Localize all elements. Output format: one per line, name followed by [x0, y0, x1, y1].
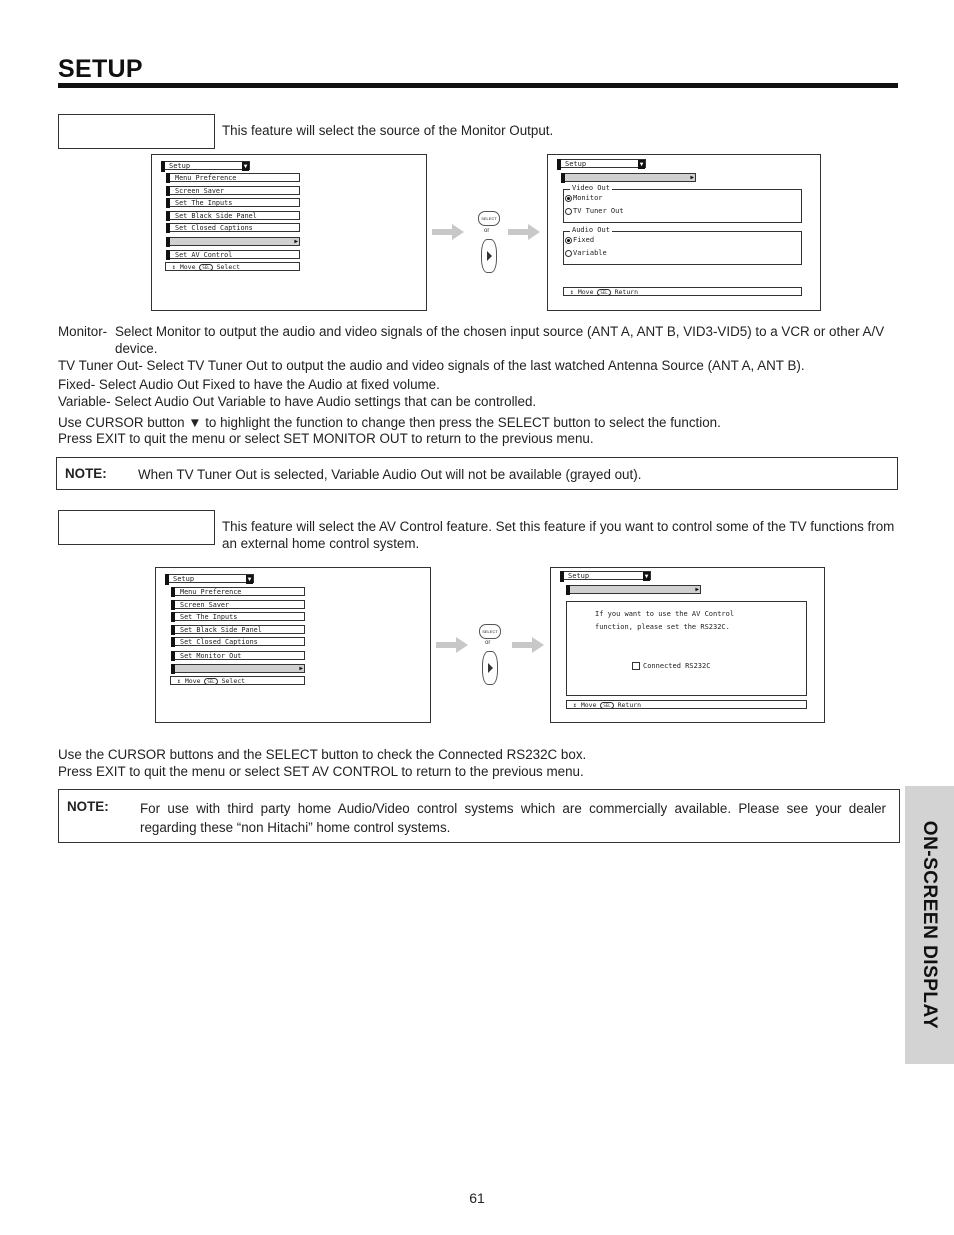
- desc-variable: Variable- Select Audio Out Variable to have Audio settings that can be controlled.: [58, 394, 537, 409]
- arrow-right-icon: ▶: [690, 174, 694, 181]
- status-bar: ↕ Move SEL Return: [566, 700, 807, 709]
- radio-fixed[interactable]: Fixed: [565, 236, 594, 244]
- menu-title: Setup ▼: [164, 161, 250, 170]
- menu-item-highlighted[interactable]: [569, 585, 701, 594]
- note-box: [56, 457, 898, 490]
- chevron-down-icon: ▼: [243, 163, 248, 170]
- radio-tv-tuner-out[interactable]: TV Tuner Out: [565, 207, 624, 215]
- desc-tuner: TV Tuner Out- Select TV Tuner Out to output the audio and video signals of the last watched Antenna Source (ANT A, ANT B).: [58, 358, 805, 373]
- arrow-right-icon: [432, 224, 464, 240]
- arrow-right-icon: ▶: [299, 665, 303, 672]
- section1-label-box: [58, 114, 215, 149]
- note-text: When TV Tuner Out is selected, Variable Audio Out will not be available (grayed out).: [138, 467, 642, 482]
- menu-item-highlighted[interactable]: [564, 173, 696, 182]
- select-button: SELECT: [479, 624, 501, 639]
- desc-monitor-term: Monitor-: [58, 324, 108, 339]
- page-number: 61: [469, 1190, 485, 1206]
- desc2-line2: Press EXIT to quit the menu or select SET AV CONTROL to return to the previous menu.: [58, 764, 584, 779]
- menu-item[interactable]: Menu Preference: [169, 173, 300, 182]
- page-title: SETUP: [58, 55, 143, 83]
- section1-intro: This feature will select the source of the Monitor Output.: [222, 123, 554, 138]
- message-line-1: If you want to use the AV Control: [595, 610, 735, 618]
- section2-intro: This feature will select the AV Control feature. Set this feature if you want to control some of the TV functions from an external home control system.: [222, 519, 895, 551]
- rs232c-checkbox[interactable]: Connected RS232C: [632, 662, 710, 670]
- menu-item-highlighted[interactable]: [174, 664, 305, 673]
- or-label: or: [485, 640, 491, 646]
- title-rule: [58, 83, 898, 88]
- side-tab-label: ON-SCREEN DISPLAY: [919, 820, 940, 1030]
- desc-monitor-text: Select Monitor to output the audio and video signals of the chosen input source (ANT A, ANT B, VID3-VID5) to a VCR or other A/V device.: [115, 324, 885, 356]
- arrow-right-icon: [512, 637, 544, 653]
- video-out-legend: Video Out: [572, 184, 610, 192]
- menu-title: Setup ▼: [563, 571, 651, 580]
- menu-item[interactable]: Menu Preference: [174, 587, 305, 596]
- section2-label-box: [58, 510, 215, 545]
- note-label: NOTE:: [67, 799, 109, 814]
- desc2-line1: Use the CURSOR buttons and the SELECT button to check the Connected RS232C box.: [58, 747, 587, 762]
- chevron-down-icon: ▼: [639, 161, 644, 168]
- status-bar: ↕ Move SEL Select: [170, 676, 305, 685]
- updown-icon: ↕: [570, 288, 574, 296]
- updown-icon: ↕: [573, 701, 577, 709]
- section1-screen-left: [151, 154, 427, 311]
- menu-title: Setup ▼: [560, 159, 646, 168]
- chevron-down-icon: ▼: [247, 576, 252, 583]
- radio-variable[interactable]: Variable: [565, 249, 607, 257]
- arrow-right-icon: ▶: [695, 586, 699, 593]
- menu-item[interactable]: Set The Inputs: [169, 198, 300, 207]
- audio-out-legend: Audio Out: [572, 226, 610, 234]
- menu-item[interactable]: Set Closed Captions: [169, 223, 300, 232]
- menu-item[interactable]: Set The Inputs: [174, 612, 305, 621]
- desc-exit: Press EXIT to quit the menu or select SET MONITOR OUT to return to the previous menu.: [58, 431, 594, 446]
- menu-item[interactable]: Set Closed Captions: [174, 637, 305, 646]
- desc-fixed: Fixed- Select Audio Out Fixed to have the Audio at fixed volume.: [58, 377, 440, 392]
- radio-monitor[interactable]: Monitor: [565, 194, 603, 202]
- menu-item[interactable]: Screen Saver: [169, 186, 300, 195]
- note-label: NOTE:: [65, 466, 107, 481]
- side-tab: [905, 786, 954, 1064]
- updown-icon: ↕: [172, 263, 176, 271]
- or-label: or: [484, 228, 490, 234]
- menu-title: Setup ▼: [168, 574, 254, 583]
- menu-item[interactable]: Set Black Side Panel: [174, 625, 305, 634]
- note-box: [58, 789, 900, 843]
- menu-item[interactable]: Screen Saver: [174, 600, 305, 609]
- menu-item[interactable]: Set AV Control: [169, 250, 300, 259]
- note-text: For use with third party home Audio/Video control systems which are commercially available. Please see your dealer regarding these “non Hitachi” home control systems.: [140, 801, 886, 835]
- menu-item-highlighted[interactable]: [169, 237, 300, 246]
- section1-screen-right: [547, 154, 821, 311]
- play-icon: [483, 652, 497, 684]
- chevron-down-icon: ▼: [644, 573, 649, 580]
- arrow-right-icon: [436, 637, 468, 653]
- cursor-button: [481, 239, 497, 273]
- status-bar: ↕ Move SEL Return: [563, 287, 802, 296]
- arrow-right-icon: [508, 224, 540, 240]
- audio-out-group: [563, 231, 802, 265]
- section2-screen-left: [155, 567, 431, 723]
- menu-item[interactable]: Set Black Side Panel: [169, 211, 300, 220]
- arrow-right-icon: ▶: [294, 238, 298, 245]
- updown-icon: ↕: [177, 677, 181, 685]
- section2-screen-right: [550, 567, 825, 723]
- play-icon: [482, 240, 496, 272]
- cursor-button: [482, 651, 498, 685]
- menu-item[interactable]: Set Monitor Out: [174, 651, 305, 660]
- checkbox-icon[interactable]: [632, 662, 640, 670]
- desc-cursor: Use CURSOR button ▼ to highlight the function to change then press the SELECT button to select the function.: [58, 415, 721, 430]
- message-line-2: function, please set the RS232C.: [595, 623, 730, 631]
- status-bar: ↕ Move SEL Select: [165, 262, 300, 271]
- select-button: SELECT: [478, 211, 500, 226]
